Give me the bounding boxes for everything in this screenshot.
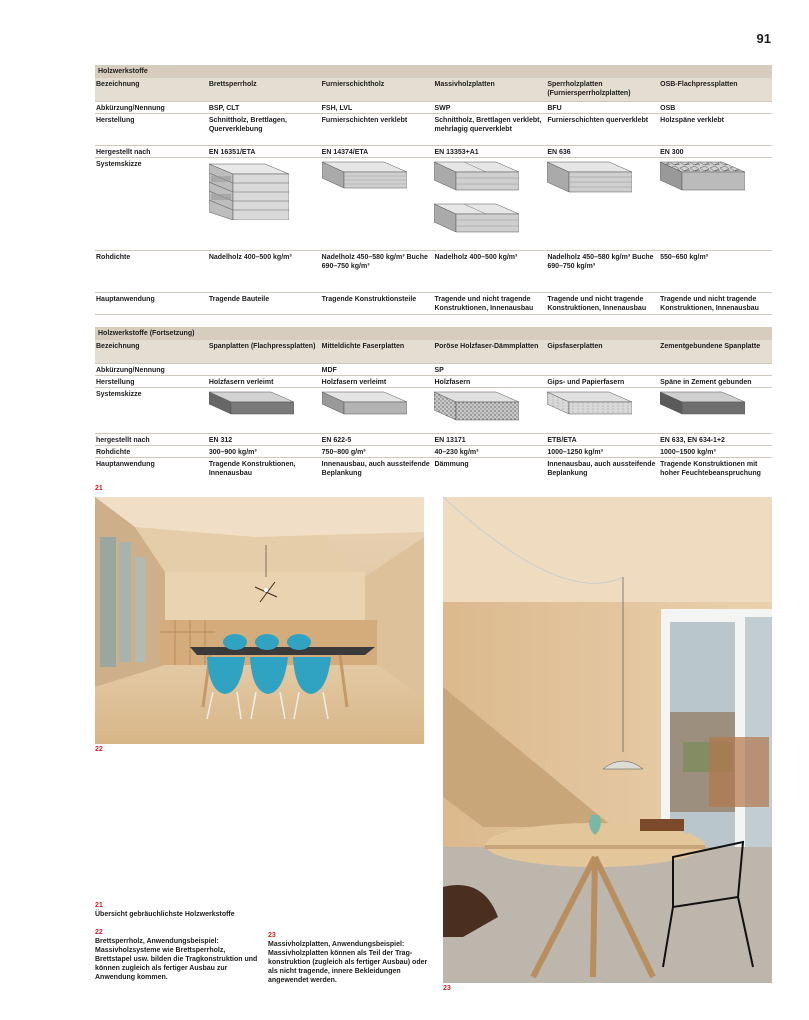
sketch-cement-board [659, 388, 772, 433]
figure-marker-21: 21 [95, 485, 103, 492]
table-cell: Furnierschichten querverklebt [547, 117, 649, 124]
table-row [95, 458, 772, 480]
table-cell [546, 364, 659, 375]
wood-materials-table-continued [95, 327, 772, 480]
sketch-row [95, 158, 772, 251]
header-cell: Poröse Holzfaser-Dämmplatten [434, 343, 539, 350]
table-cell: EN 312 [208, 437, 233, 444]
table-cell: Tragende und nicht tragende Konstruktionen, Innenausbau [660, 296, 759, 312]
table-cell: EN 622-5 [321, 437, 352, 444]
table-cell [208, 364, 321, 375]
table-cell: SWP [434, 105, 451, 112]
sketch-swp [433, 158, 546, 250]
table-row [95, 364, 772, 376]
row-label: Systemskizze [96, 391, 142, 398]
table-cell: Tragende Konstruktionen mit hoher Feuchtebeanspruchung [660, 461, 761, 477]
table-cell: EN 13353+A1 [434, 149, 479, 156]
sketch-particleboard [208, 388, 321, 433]
table-cell: EN 14374/ETA [321, 149, 369, 156]
table-cell: Tragende Bauteile [208, 296, 270, 303]
photo-clt-interior [95, 497, 424, 744]
header-cell: Spanplatten (Flachpressplatten) [208, 343, 316, 350]
table-cell: Innenausbau, auch aussteifende Beplankung [547, 461, 656, 477]
table-cell: Holzfasern [434, 379, 471, 386]
table-cell: EN 636 [547, 149, 571, 156]
header-cell: Brettsperrholz [208, 81, 257, 88]
table-title: Holzwerkstoffe (Fortsetzung) [95, 327, 772, 340]
table-cell: MDF [321, 367, 337, 374]
header-cell: Furnierschichtholz [321, 81, 385, 88]
table-row [95, 251, 772, 293]
row-label: Systemskizze [96, 161, 142, 168]
table-cell: ETB/ETA [547, 437, 577, 444]
table-cell: Holzspäne verklebt [660, 117, 724, 124]
table-cell: Tragende und nicht tragende Konstruktionen, Innenausbau [547, 296, 647, 312]
caption-text: Massivholzplatten, Anwendungsbeispiel: Massivholzplatten können als Teil der Tragkonstruktion (zugleich als fertiger Ausbau) oder als nicht tragende, innere Bekleidungen angewendet werden. [268, 941, 428, 984]
sketch-gypsum-fiber [546, 388, 659, 433]
page-number: 91 [756, 31, 771, 46]
caption-text: Übersicht gebräuchlichste Holzwerkstoffe [95, 911, 235, 918]
table-cell: EN 13171 [434, 437, 466, 444]
sketch-osb [659, 158, 772, 250]
figure-marker-22: 22 [95, 746, 103, 753]
table-row [95, 446, 772, 458]
caption-23 [268, 931, 428, 985]
row-label: Hergestellt nach [96, 149, 151, 156]
table-cell: Nadelholz 400–500 kg/m³ [208, 254, 292, 261]
table-cell: BFU [547, 105, 562, 112]
table-cell: OSB [660, 105, 676, 112]
row-label: Hauptanwendung [96, 296, 155, 303]
row-label: Hauptanwendung [96, 461, 155, 468]
table-header-row [95, 340, 772, 364]
table-cell [659, 364, 772, 375]
table-cell: Schnittholz, Brettlagen, Querverklebung [208, 117, 287, 133]
header-cell: Mitteldichte Faserplatten [321, 343, 405, 350]
table-cell: Tragende und nicht tragende Konstruktionen, Innenausbau [434, 296, 534, 312]
table-row [95, 293, 772, 315]
caption-21 [95, 901, 255, 919]
row-label: hergestellt nach [96, 437, 150, 444]
table-cell: 300–900 kg/m³ [208, 449, 257, 456]
table-cell: EN 16351/ETA [208, 149, 256, 156]
table-cell: 1000–1500 kg/m³ [660, 449, 716, 456]
header-cell: Bezeichnung [96, 81, 140, 88]
caption-number: 22 [95, 929, 103, 936]
row-label: Abkürzung/Nennung [96, 105, 165, 112]
table-cell: Dämmung [434, 461, 469, 468]
sketch-clt [208, 158, 321, 250]
table-cell: 40–230 kg/m³ [434, 449, 479, 456]
header-cell: Bezeichnung [96, 343, 140, 350]
row-label: Herstellung [96, 117, 135, 124]
table-cell: Tragende Konstruktionen, Innenausbau [208, 461, 296, 477]
table-cell: EN 633, EN 634-1+2 [660, 437, 725, 444]
table-row [95, 376, 772, 388]
caption-text: Brettsperrholz, Anwendungsbeispiel: Massivholzsysteme wie Brettsperrholz, Brettstapel usw. bilden die Tragkonstruktion und können zugleich als fertiger Ausbau zur Anwendung kommen. [95, 938, 258, 981]
sketch-lvl [321, 158, 434, 250]
table-cell: EN 300 [660, 149, 684, 156]
table-cell: Holzfasern verleimt [321, 379, 387, 386]
table-cell: 550–650 kg/m³ [660, 254, 709, 261]
sketch-plywood [546, 158, 659, 250]
table-row [95, 434, 772, 446]
table-row [95, 146, 772, 158]
table-row [95, 114, 772, 146]
table-cell: FSH, LVL [321, 105, 353, 112]
table-cell: Innenausbau, auch aussteifende Beplankung [321, 461, 430, 477]
table-cell: Schnittholz, Brettlagen verklebt, mehrlagig querverklebt [434, 117, 542, 133]
header-cell: Sperrholzplatten (Furniersperrholzplatten) [547, 81, 631, 97]
sketch-row [95, 388, 772, 434]
row-label: Rohdichte [96, 254, 131, 261]
table-cell: BSP, CLT [208, 105, 240, 112]
header-cell: Gipsfaserplatten [547, 343, 603, 350]
photo-solid-wood-interior [443, 497, 772, 983]
row-label: Herstellung [96, 379, 135, 386]
table-cell: Nadelholz 450–580 kg/m³ Buche 690–750 kg/m³ [321, 254, 428, 270]
table-cell: SP [434, 367, 444, 374]
header-cell: Zementgebundene Spanplatte [660, 343, 761, 350]
table-cell: Tragende Konstruktionsteile [321, 296, 417, 303]
caption-number: 21 [95, 902, 103, 909]
table-cell: 750–800 g/m³ [321, 449, 366, 456]
table-cell: Nadelholz 450–580 kg/m³ Buche 690–750 kg/m³ [547, 254, 654, 270]
caption-22 [95, 928, 260, 982]
table-header-row [95, 78, 772, 102]
header-cell: OSB-Flachpressplatten [660, 81, 738, 88]
sketch-mdf [321, 388, 434, 433]
table-cell: Nadelholz 400–500 kg/m³ [434, 254, 518, 261]
row-label: Rohdichte [96, 449, 131, 456]
table-cell: Holzfasern verleimt [208, 379, 274, 386]
sketch-fiber-insulation [433, 388, 546, 433]
table-cell: 1000–1250 kg/m³ [547, 449, 603, 456]
header-cell: Massivholzplatten [434, 81, 495, 88]
figure-marker-23: 23 [443, 985, 451, 992]
table-cell: Gips- und Papierfasern [547, 379, 625, 386]
table-cell: Furnierschichten verklebt [321, 117, 408, 124]
table-cell: Späne in Zement gebunden [660, 379, 752, 386]
table-row [95, 102, 772, 114]
row-label: Abkürzung/Nennung [96, 367, 165, 374]
caption-number: 23 [268, 932, 276, 939]
wood-materials-table [95, 65, 772, 315]
table-title: Holzwerkstoffe [95, 65, 772, 78]
